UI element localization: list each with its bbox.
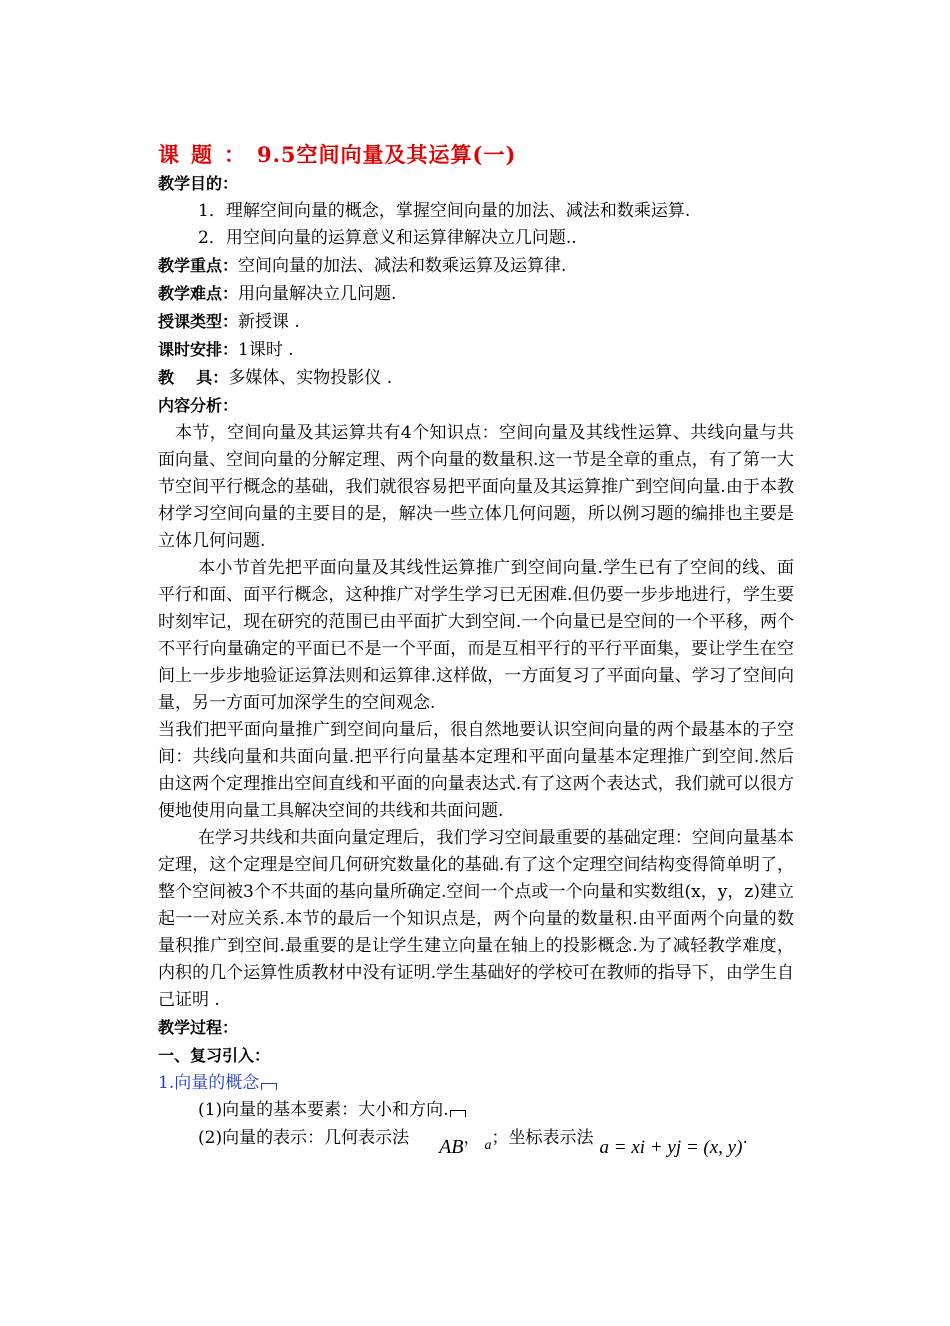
analysis-heading	[158, 392, 794, 420]
vector-concept-text: 1.向量的概念	[158, 1073, 260, 1093]
section-review-heading	[158, 1042, 794, 1070]
vector-concept-item	[158, 1070, 794, 1097]
process-label: 教学过程：	[158, 1018, 239, 1037]
vector-representation-mid: ；坐标表示法	[491, 1128, 594, 1148]
math-coordinate-formula: a = xi + yj = (x, y)	[599, 1137, 743, 1158]
difficulty-row	[158, 280, 794, 308]
schedule-text: 1课时 .	[238, 340, 294, 360]
difficulty-label: 教学难点：	[158, 284, 239, 303]
analysis-paragraph-1: 本节，空间向量及其运算共有4个知识点：空间向量及其线性运算、共线向量与共面向量、空间向量的分解定理、两个向量的数量积.这一节是全章的重点，有了第一大节空间平行概念的基础，我们就很容易把平面向量及其运算推广到空间向量.由于本教材学习空间向量的主要目的是，解决一些立体几何问题，所以例习题的编排也主要是立体几何问题.	[158, 423, 794, 551]
tools-row	[158, 364, 794, 392]
objective-item-2: 2．用空间向量的运算意义和运算律解决立几问题..	[198, 228, 577, 248]
paragraph-mark-icon	[450, 1110, 466, 1117]
analysis-body	[158, 420, 794, 1014]
analysis-paragraph-4: 在学习共线和共面向量定理后，我们学习空间最重要的基础定理：空间向量基本定理，这个定理是空间几何研究数量化的基础.有了这个定理空间结构变得简单明了，整个空间被3个不共面的基向量所确定.空间一个点或一个向量和实数组(x，y，z)建立起一一对应关系.本节的最后一个知识点是，两个向量的数量积.由平面两个向量的数量积推广到空间.最重要的是让学生建立向量在轴上的投影概念.为了减轻教学难度，内积的几个运算性质教材中没有证明.学生基础好的学校可在教师的指导下，由学生自己证明 .	[158, 828, 794, 1010]
document-content	[158, 140, 794, 1158]
schedule-label: 课时安排：	[158, 340, 239, 359]
end-dot: .	[742, 1128, 748, 1148]
lesson-title	[158, 140, 794, 170]
difficulty-text: 用向量解决立几问题.	[238, 284, 397, 304]
objectives-heading	[158, 170, 794, 198]
vector-representation-prefix: (2)向量的表示：几何表示法	[198, 1128, 410, 1148]
title-text: 9.5空间向量及其运算(一)	[257, 142, 517, 167]
math-vector-ab: AB	[439, 1136, 464, 1158]
key-points-row	[158, 252, 794, 280]
vector-elements-line	[158, 1097, 794, 1124]
paragraph-mark-icon	[261, 1083, 277, 1090]
title-head: 课题：	[158, 142, 257, 167]
vector-representation-line: (2)向量的表示：几何表示法 AB， $_a$；坐标表示法 a = xi + yj = (x, y).	[198, 1128, 748, 1158]
key-points-text: 空间向量的加法、减法和数乘运算及运算律.	[238, 256, 567, 276]
objectives-label: 教学目的：	[158, 174, 239, 193]
process-heading	[158, 1014, 794, 1042]
section-review-label: 一、复习引入：	[158, 1046, 271, 1065]
lesson-type-text: 新授课 .	[238, 312, 300, 332]
objective-item-1: 1．理解空间向量的概念，掌握空间向量的加法、减法和数乘运算.	[198, 201, 691, 221]
tools-label: 教 具：	[158, 368, 229, 387]
analysis-paragraph-2: 本小节首先把平面向量及其线性运算推广到空间向量.学生已有了空间的线、面平行和面、面平行概念，这种推广对学生学习已无困难.但仍要一步步地进行，学生要时刻牢记，现在研究的范围已由平面扩大到空间.一个向量已是空间的一个平移，两个不平行向量确定的平面已不是一个平面，而是互相平行的平行平面集，要让学生在空间上一步步地验证运算法则和运算律.这样做，一方面复习了平面向量、学习了空间向量，另一方面可加深学生的空间观念.	[158, 558, 794, 713]
schedule-row	[158, 336, 794, 364]
lesson-type-label: 授课类型：	[158, 312, 239, 331]
math-vector-a: a	[484, 1138, 492, 1153]
vector-elements-text: (1)向量的基本要素：大小和方向.	[198, 1100, 449, 1120]
analysis-label: 内容分析：	[158, 396, 239, 415]
analysis-paragraph-3: 当我们把平面向量推广到空间向量后，很自然地要认识空间向量的两个最基本的子空间：共线向量和共面向量.把平行向量基本定理和平面向量基本定理推广到空间.然后由这两个定理推出空间直线和平面的向量表达式.有了这两个表达式，我们就可以很方便地使用向量工具解决空间的共线和共面问题.	[158, 720, 794, 821]
lesson-type-row	[158, 308, 794, 336]
key-points-label: 教学重点：	[158, 256, 239, 275]
tools-text: 多媒体、实物投影仪 .	[228, 368, 393, 388]
